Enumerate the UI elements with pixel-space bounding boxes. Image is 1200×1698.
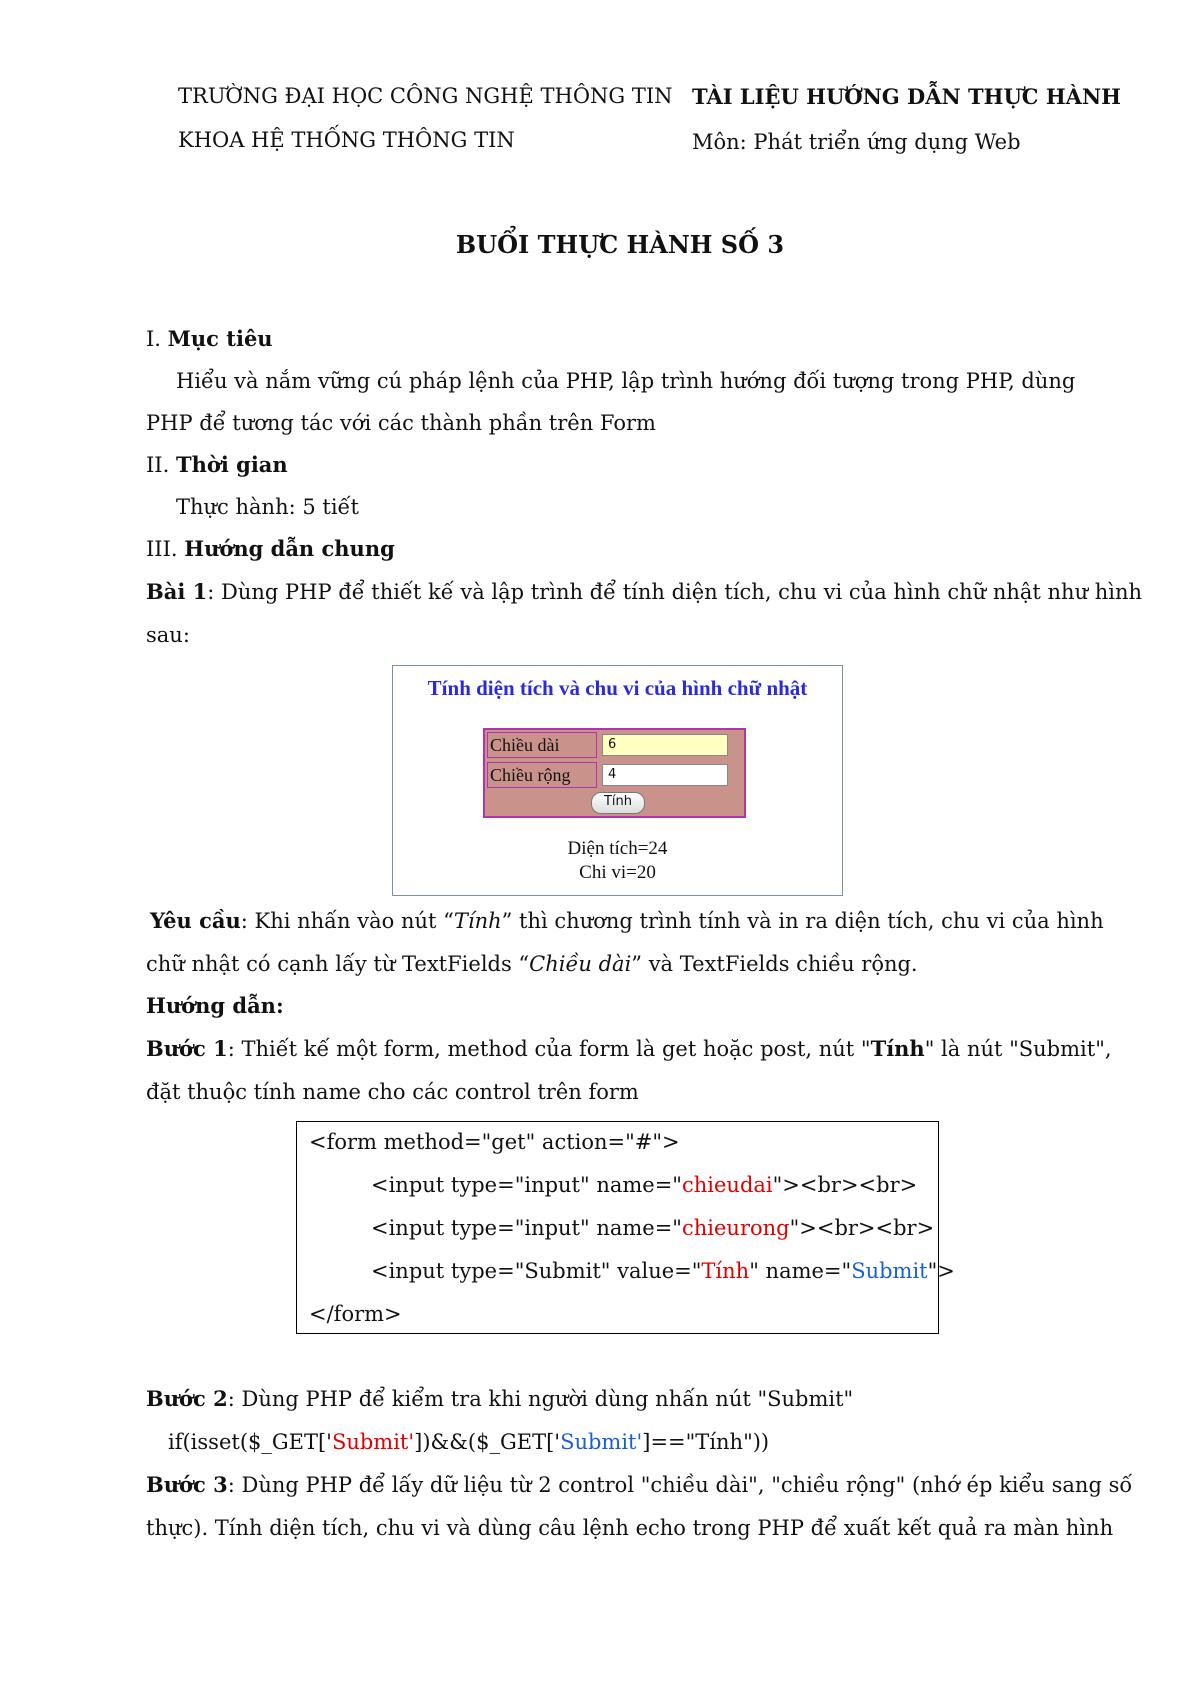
width-label: Chiều rộng xyxy=(487,762,597,788)
doc-type: TÀI LIỆU HƯỚNG DẪN THỰC HÀNH xyxy=(692,84,1122,109)
code-block xyxy=(296,1121,955,1334)
length-input[interactable]: 6 xyxy=(602,734,728,756)
section-1-heading: I. Mục tiêu xyxy=(146,326,273,351)
requirement-line2: chữ nhật có cạnh lấy từ TextFields “Chiều dài” và TextFields chiều rộng. xyxy=(146,952,918,976)
area-result: Diện tích=24 xyxy=(567,838,668,859)
demo-form-figure xyxy=(392,665,843,896)
step-2-code: if(isset($_GET['Submit'])&&($_GET['Submit']=="Tính")) xyxy=(168,1430,770,1454)
section-2-text: Thực hành: 5 tiết xyxy=(176,495,359,519)
step-2-line1: Bước 2: Dùng PHP để kiểm tra khi người dùng nhấn nút "Submit" xyxy=(146,1386,854,1411)
faculty-name: KHOA HỆ THỐNG THÔNG TIN xyxy=(178,128,515,152)
step-1-line2: đặt thuộc tính name cho các control trên form xyxy=(146,1080,639,1104)
page-title: BUỔI THỰC HÀNH SỐ 3 xyxy=(455,230,785,259)
code-line-4: <input type="Submit" value="Tính" name="Submit"> xyxy=(371,1259,955,1283)
demo-input-table xyxy=(483,728,746,818)
guide-heading: Hướng dẫn: xyxy=(146,993,284,1018)
course-name: Môn: Phát triển ứng dụng Web xyxy=(692,130,1021,154)
code-line-2: <input type="input" name="chieudai"><br><br> xyxy=(371,1173,918,1197)
code-line-1: <form method="get" action="#"> xyxy=(309,1130,680,1154)
code-line-5: </form> xyxy=(309,1302,402,1326)
section-2-heading: II. Thời gian xyxy=(146,452,288,477)
length-label: Chiều dài xyxy=(487,732,597,758)
section-3-heading: III. Hướng dẫn chung xyxy=(146,536,395,561)
step-3-line2: thực). Tính diện tích, chu vi và dùng câu lệnh echo trong PHP để xuất kết quả ra màn hình xyxy=(146,1516,1114,1540)
section-1-text-line2: PHP để tương tác với các thành phần trên Form xyxy=(146,411,656,435)
school-name: TRƯỜNG ĐẠI HỌC CÔNG NGHỆ THÔNG TIN xyxy=(178,84,673,108)
code-line-3: <input type="input" name="chieurong"><br><br> xyxy=(371,1216,935,1240)
section-1-text-line1: Hiểu và nắm vững cú pháp lệnh của PHP, lập trình hướng đối tượng trong PHP, dùng xyxy=(176,369,1076,393)
step-1-line1: Bước 1: Thiết kế một form, method của form là get hoặc post, nút "Tính" là nút "Submit", xyxy=(146,1036,1112,1061)
exercise-1-line2: sau: xyxy=(146,623,190,647)
perimeter-result: Chi vi=20 xyxy=(579,862,656,883)
calculate-button[interactable]: Tính xyxy=(591,792,645,814)
requirement-line1: Yêu cầu: Khi nhấn vào nút “Tính” thì chương trình tính và in ra diện tích, chu vi của hình xyxy=(150,908,1104,933)
width-input[interactable]: 4 xyxy=(602,764,728,786)
exercise-1-line1: Bài 1: Dùng PHP để thiết kế và lập trình để tính diện tích, chu vi của hình chữ nhật như hình xyxy=(146,579,1143,604)
demo-title: Tính diện tích và chu vi của hình chữ nhật xyxy=(427,676,808,700)
step-3-line1: Bước 3: Dùng PHP để lấy dữ liệu từ 2 control "chiều dài", "chiều rộng" (nhớ ép kiểu sang số xyxy=(146,1472,1133,1497)
